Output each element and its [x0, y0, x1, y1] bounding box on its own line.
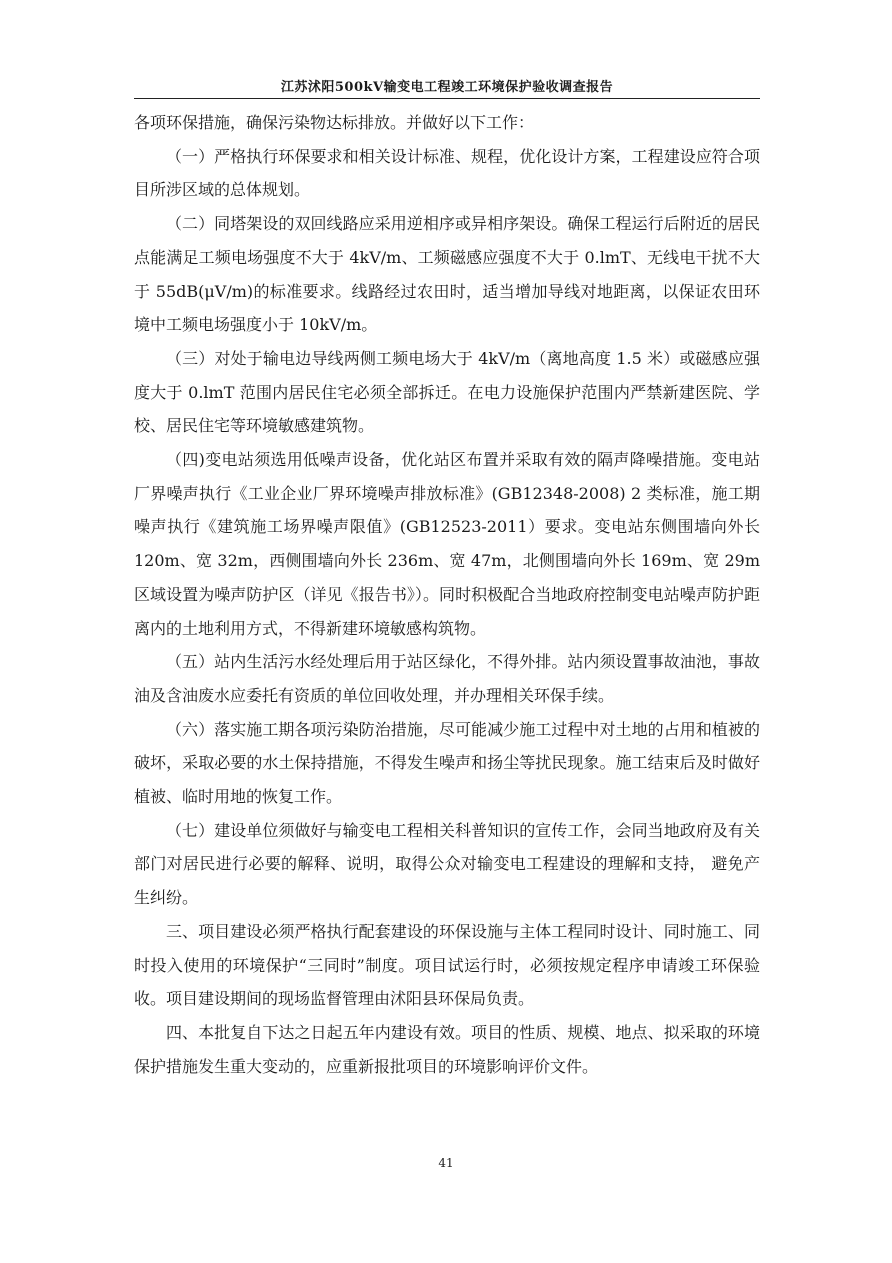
- paragraph-item-7: （七）建设单位须做好与输变电工程相关科普知识的宣传工作，会同当地政府及有关部门对居民进行必要的解释、说明，取得公众对输变电工程建设的理解和支持， 避免产生纠纷。: [134, 820, 760, 908]
- paragraph-section-3: 三、项目建设必须严格执行配套建设的环保设施与主体工程同时设计、同时施工、同时投入使用的环境保护“三同时”制度。项目试运行时，必须按规定程序申请竣工环保验收。项目建设期间的现场监督管理由沭阳县环保局负责。: [134, 921, 760, 1009]
- paragraph-item-6: （六）落实施工期各项污染防治措施，尽可能减少施工过程中对土地的占用和植被的破坏，采取必要的水土保持措施，不得发生噪声和扬尘等扰民现象。施工结束后及时做好植被、临时用地的恢复工作。: [134, 719, 760, 807]
- paragraph-section-4: 四、本批复自下达之日起五年内建设有效。项目的性质、规模、地点、拟采取的环境保护措施发生重大变动的，应重新报批项目的环境影响评价文件。: [134, 1022, 760, 1076]
- page-number: 41: [438, 1156, 454, 1170]
- paragraph-item-1: （一）严格执行环保要求和相关设计标准、规程，优化设计方案，工程建设应符合项目所涉区域的总体规划。: [134, 146, 760, 200]
- paragraph-item-5: （五）站内生活污水经处理后用于站区绿化，不得外排。站内须设置事故油池，事故油及含油废水应委托有资质的单位回收处理，并办理相关环保手续。: [134, 652, 760, 705]
- paragraph-item-2: （二）同塔架设的双回线路应采用逆相序或异相序架设。确保工程运行后附近的居民点能满足工频电场强度不大于 4kV/m、工频磁感应强度不大于 0.lmT、无线电干扰不大于 55dB(μV/m)的标准要求。线路经过农田时，适当增加导线对地距离，以保证农田环境中工频电场强度小于 10kV/m。: [134, 214, 760, 335]
- paragraph-item-3: （三）对处于输电边导线两侧工频电场大于 4kV/m（离地高度 1.5 米）或磁感应强度大于 0.lmT 范围内居民住宅必须全部拆迁。在电力设施保护范围内严禁新建医院、学校、居民住宅等环境敏感建筑物。: [134, 348, 760, 436]
- paragraph-item-4: （四)变电站须选用低噪声设备，优化站区布置并采取有效的隔声降噪措施。变电站厂界噪声执行《工业企业厂界环境噪声排放标准》(GB12348-2008) 2 类标准，施工期噪声执行《建筑施工场界噪声限值》(GB12523-2011）要求。变电站东侧围墙向外长 120m、宽 32m，西侧围墙向外长 236m、宽 47m，北侧围墙向外长 169m、宽 29m 区域设置为噪声防护区（详见《报告书》）。同时积极配合当地政府控制变电站噪声防护距离内的土地利用方式，不得新建环境敏感构筑物。: [134, 450, 760, 638]
- document-body: [134, 106, 760, 1083]
- header-divider: [134, 98, 760, 99]
- paragraph-intro: 各项环保措施，确保污染物达标排放。并做好以下工作：: [134, 113, 535, 132]
- running-header: 江苏沭阳500kV输变电工程竣工环境保护验收调查报告: [280, 80, 614, 95]
